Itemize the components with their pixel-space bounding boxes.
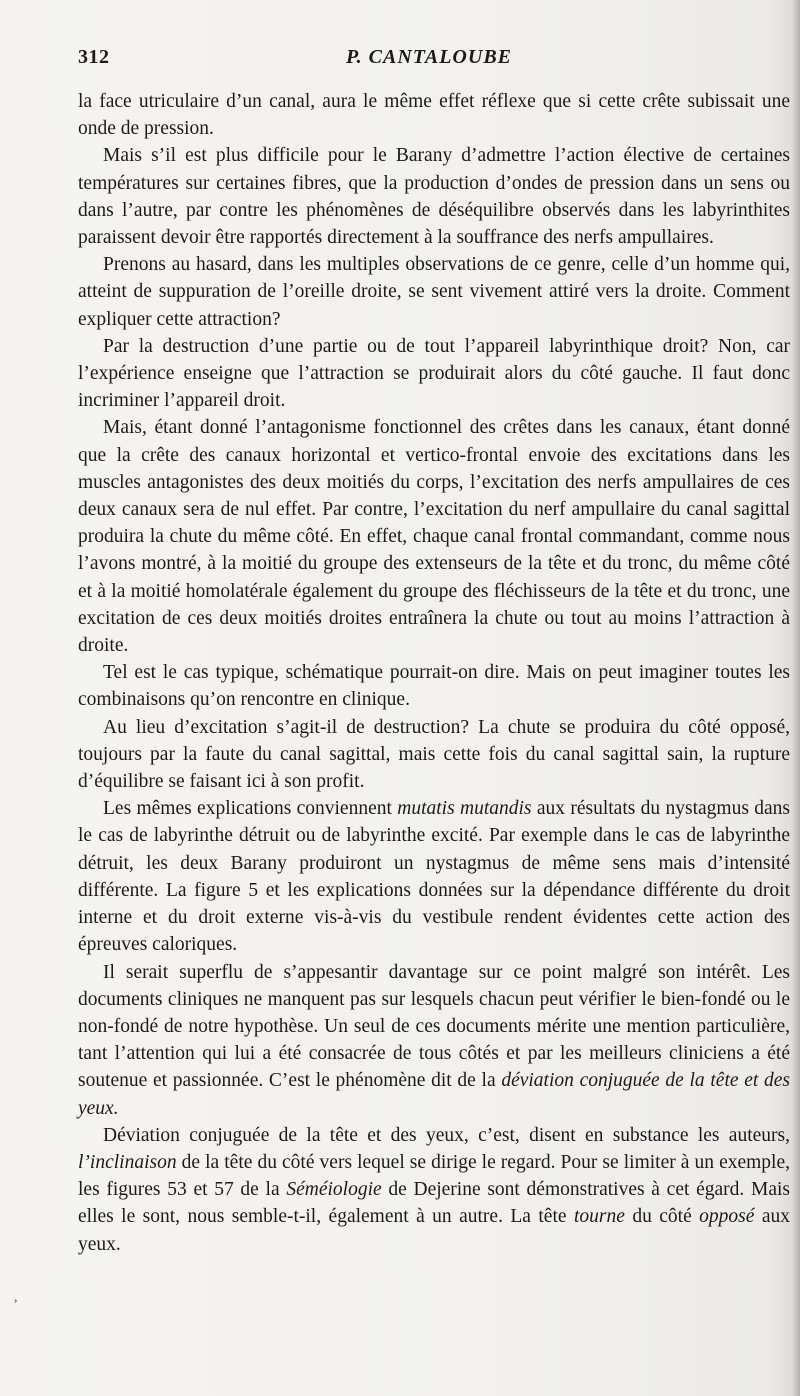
text-run: du côté [624,1206,700,1228]
italic-text: mutatis mutandis [397,798,532,820]
text-run: de Dejerine sont démonstratives à cet égard. Mais elles le sont, nous semble-t-il, également à un autre. La tête [78,1179,790,1228]
text-run: la face utriculaire d’un canal, aura le même effet réflexe que si cette crête subissait une onde de pression. [78,91,790,140]
italic-text: tourne [573,1206,625,1228]
text-run: Tel est le cas typique, schématique pourrait-on dire. Mais on peut imaginer toutes les combinaisons qu’on rencontre en clinique. [78,662,790,711]
running-head-author: P. CANTALOUBE [346,46,512,68]
italic-text: Séméiologie [286,1179,382,1201]
italic-text: l’inclinaison [78,1151,177,1173]
paragraph [78,714,790,796]
paragraph [78,659,790,713]
text-run: Déviation conjuguée de la tête et des yeux, c’est, disent en substance les auteurs, [103,1124,790,1146]
paragraph [78,414,790,659]
paragraph [78,1122,790,1258]
page-number: 312 [78,46,110,68]
text-run: de la tête du côté vers lequel se dirige le regard. Pour se limiter à un exemple, les figures 53 et 57 de la [78,1151,790,1201]
text-run: Il serait superflu de s’appesantir davantage sur ce point malgré son intérêt. Les documents cliniques ne manquent pas sur lesquels chacun peut vérifier le bien-fondé ou le non-fondé de notre hypothèse. Un seul de ces documents mérite une mention particulière, tant l’attention qui lui a été consacrée de tous côtés et par les meilleurs cliniciens a été soutenue et passionnée. C’est le phénomène dit de la [78,961,790,1092]
text-run: aux résultats du nystagmus dans le cas de labyrinthe détruit ou de labyrinthe excité. Par exemple dans le cas de labyrinthe détruit, les deux Barany produiront un nystagmus de même sens mais d’intensité différente. La figure 5 et les explications données sur la dépendance différente du droit interne et du droit externe vis-à-vis du vestibule rendent évidentes cette action des épreuves caloriques. [78,798,790,956]
paragraph [78,142,790,251]
italic-text: déviation conjuguée de la tête et des yeux. [78,1070,790,1119]
page-header [78,44,790,74]
text-run: Prenons au hasard, dans les multiples observations de ce genre, celle d’un homme qui, atteint de suppuration de l’oreille droite, se sent vivement attiré vers la droite. Comment expliquer cette attraction? [78,254,790,330]
text-run: Mais, étant donné l’antagonisme fonctionnel des crêtes dans les canaux, étant donné que la crête des canaux horizontal et vertico-frontal envoie des excitations dans les muscles antagonistes des deux moitiés du corps, l’excitation des nerfs ampullaires de ces deux canaux sera de nul effet. Par contre, l’excitation du nerf ampullaire du canal sagittal produira la chute du même côté. En effet, chaque canal frontal commandant, comme nous l’avons montré, à la moitié du groupe des extenseurs de la tête et du tronc, du même côté et à la moitié homolatérale également du groupe des fléchisseurs de la tête et du tronc, une excitation de ces deux moitiés droites entraînera la chute ou tout au moins l’attraction à droite. [78,417,790,657]
page-edge-shadow [792,0,800,1396]
paragraph [78,251,790,333]
text-run: Par la destruction d’une partie ou de tout l’appareil labyrinthique droit? Non, car l’expérience enseigne que l’attraction se produirait alors du côté gauche. Il faut donc incriminer l’appareil droit. [78,335,790,412]
paragraph [78,88,790,142]
paragraph [78,795,790,958]
paragraph [78,959,790,1122]
italic-text: opposé [699,1206,755,1228]
text-run: aux yeux. [78,1206,791,1255]
paragraph [78,333,790,415]
text-run: Au lieu d’excitation s’agit-il de destruction? La chute se produira du côté opposé, toujours par la faute du canal sagittal, mais cette fois du canal sagittal sain, la rupture d’équilibre se faisant ici à son profit. [78,716,790,793]
margin-mark: , [14,1290,18,1305]
body-text [78,88,790,1348]
text-run: Les mêmes explications conviennent [103,798,398,820]
text-run: Mais s’il est plus difficile pour le Barany d’admettre l’action élective de certaines températures sur certaines fibres, que la production d’ondes de pression dans un sens ou dans l’autre, par contre les phénomènes de déséquilibre observés dans les labyrinthites paraissent devoir être rapportés directement à la souffrance des nerfs ampullaires. [78,145,790,249]
